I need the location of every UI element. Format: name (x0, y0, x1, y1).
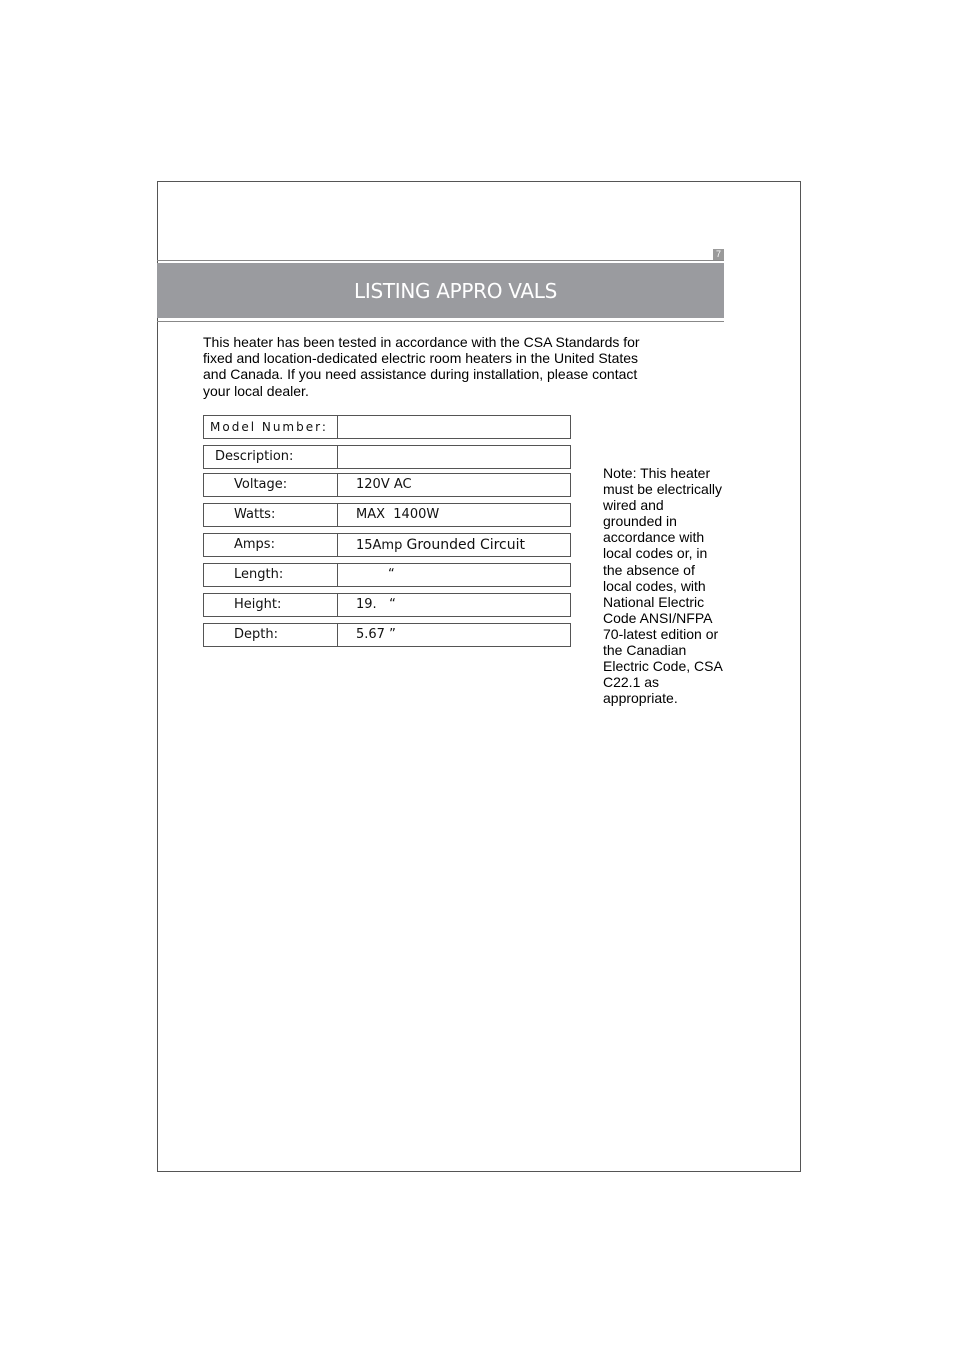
length-value: “ (388, 567, 395, 582)
amps-prefix: 15Amp (356, 538, 403, 553)
depth-label: Depth: (234, 627, 278, 642)
cell-divider (337, 473, 338, 497)
amps-value: Grounded Circuit (406, 537, 526, 553)
watts-prefix: MAX (356, 507, 386, 522)
watts-label: Watts: (234, 507, 276, 522)
spec-row-watts (203, 503, 571, 527)
wiring-note: Note: This heater must be electrically wired and grounded in accordance with local codes or, in the absence of local codes, with National Electric Code ANSI/NFPA 70-latest edition or the Canadian Electric Code, CSA C22.1 as appropriate. (603, 465, 723, 707)
amps-value-cell (356, 534, 525, 556)
intro-paragraph: This heater has been tested in accordance with the CSA Standards for fixed and location-dedicated electric room heaters in the United States and Canada. If you need assistance during installation, please contact your local dealer. (203, 334, 640, 399)
cell-divider (337, 623, 338, 647)
watts-value: 1400W (393, 507, 440, 522)
spec-row-length (203, 563, 571, 587)
spec-row-depth (203, 623, 571, 647)
cell-divider (337, 533, 338, 557)
model-number-label: Model Number: (210, 420, 328, 434)
spec-row-model (203, 415, 571, 439)
header-rule-top (157, 260, 724, 261)
height-label: Height: (234, 597, 282, 612)
spec-row-height (203, 593, 571, 617)
header-rule-bottom (157, 321, 724, 322)
amps-label: Amps: (234, 537, 275, 552)
spec-row-amps (203, 533, 571, 557)
voltage-label: Voltage: (234, 477, 288, 492)
watts-value-cell (356, 504, 439, 526)
spec-row-voltage (203, 473, 571, 497)
depth-value: 5.67 ” (356, 627, 396, 642)
cell-divider (337, 415, 338, 439)
description-label: Description: (215, 449, 294, 464)
cell-divider (337, 563, 338, 587)
cell-divider (337, 445, 338, 469)
spec-row-description (203, 445, 571, 469)
section-banner (157, 263, 724, 318)
cell-divider (337, 503, 338, 527)
length-label: Length: (234, 567, 284, 582)
section-title: LISTING APPRO VALS (354, 278, 557, 303)
page-number: 7 (713, 249, 724, 260)
height-value: 19. “ (356, 597, 396, 612)
voltage-value: 120V AC (356, 477, 412, 492)
cell-divider (337, 593, 338, 617)
